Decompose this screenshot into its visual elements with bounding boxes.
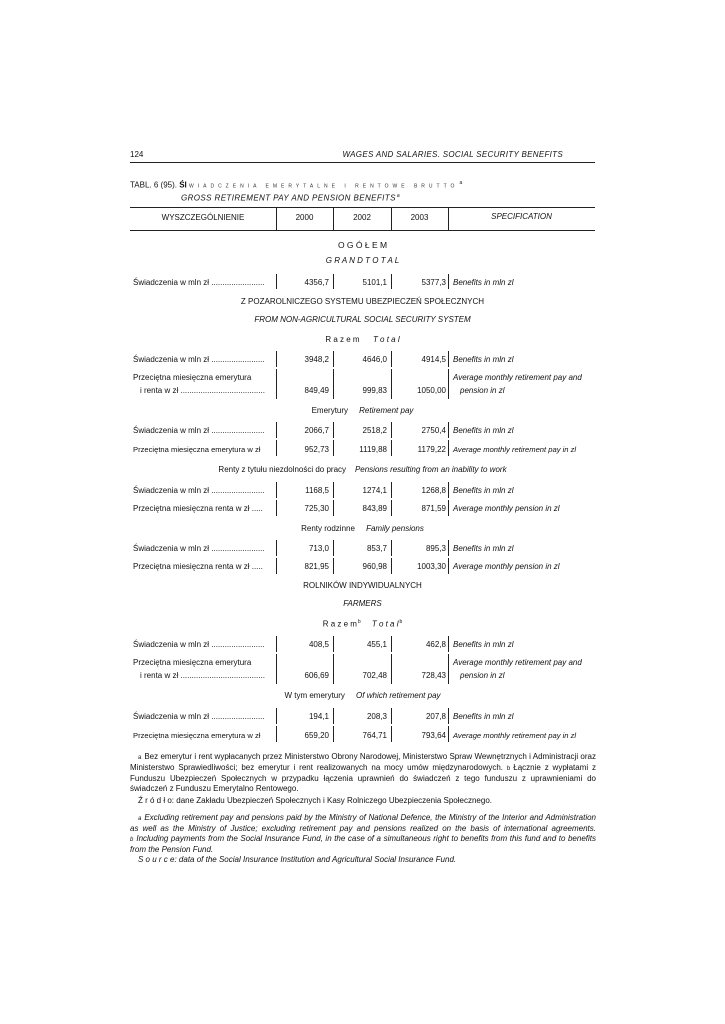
row-label (133, 562, 263, 571)
footnote-marker: b (357, 619, 361, 625)
cell-value: 4914,5 (421, 355, 446, 364)
cell-value: 5377,3 (421, 278, 446, 287)
column-rule (448, 440, 449, 456)
column-rule (448, 636, 449, 652)
subsection-en: Of which retirement pay (356, 691, 441, 700)
subsection-heading (130, 406, 595, 415)
cell-value: 960,98 (362, 562, 387, 571)
footnote-pl-text-b: Łącznie z wypłatami z Funduszu Ubezpieczeń Społecznych w przypadku łączenia uprawnień do świadczeń z tego funduszu z uprawnieniami do świadczeń z Funduszu Emerytalno Rentowego. (130, 763, 596, 793)
header-year: 2000 (295, 213, 314, 222)
column-rule (448, 500, 449, 516)
leader-dots: ...................................... (180, 671, 265, 680)
subsection-en: Family pensions (366, 524, 424, 533)
header-bottom-rule (130, 230, 595, 231)
row-label-en: Average monthly retirement pay in zl (453, 731, 577, 740)
cell-value: 853,7 (366, 544, 387, 553)
cell-value: 3948,2 (304, 355, 329, 364)
footnote-marker: a (138, 816, 142, 822)
running-title: WAGES AND SALARIES. SOCIAL SECURITY BENEFITS (342, 150, 563, 159)
row-label-en: Benefits in mln zl (453, 278, 514, 287)
cell-value: 2750,4 (421, 426, 446, 435)
column-rule (448, 274, 449, 289)
row-label (133, 486, 265, 495)
cell-value: 793,64 (421, 731, 446, 740)
row-label-text: i renta w zł (140, 671, 179, 680)
row-label-en: Average monthly pension in zl (453, 562, 560, 571)
row-label (133, 712, 265, 721)
cell-value: 4356,7 (304, 278, 329, 287)
header-top-rule (130, 207, 595, 208)
cell-value: 764,71 (362, 731, 387, 740)
row-label: Przeciętna miesięczna emerytura w zł (133, 445, 261, 454)
cell-value: 1268,8 (421, 486, 446, 495)
section-heading-pl: ROLNIKÓW INDYWIDUALNYCH (303, 581, 422, 590)
row-label-en: Benefits in mln zl (453, 640, 514, 649)
table-title-initial: ŚI (179, 180, 187, 190)
footnote-pl (130, 752, 596, 794)
row-label-text: Przeciętna miesięczna renta w zł (133, 504, 250, 513)
column-rule (448, 482, 449, 498)
row-label-text: Świadczenia w mln zł (133, 355, 210, 364)
cell-value: 606,69 (304, 671, 329, 680)
subsection-heading (130, 691, 595, 700)
cell-value: 849,49 (304, 386, 329, 395)
cell-value: 207,8 (425, 712, 446, 721)
leader-dots: ........................ (211, 544, 265, 553)
row-label-text: i renta w zł (140, 386, 179, 395)
cell-value: 821,95 (304, 562, 329, 571)
row-label-en: Average monthly pension in zl (453, 504, 560, 513)
leader-dots: ........................ (211, 486, 265, 495)
cell-value: 408,5 (308, 640, 329, 649)
source-pl (138, 796, 492, 805)
subsection-pl: R a z e m (322, 619, 357, 629)
row-label-en: Average monthly retirement pay in zl (453, 445, 577, 454)
row-label-en: Benefits in mln zl (453, 355, 514, 364)
leader-dots: ........................ (211, 712, 265, 721)
subsection-heading (130, 465, 595, 474)
row-label (133, 278, 265, 287)
source-en (138, 855, 456, 864)
table-title-en (181, 193, 400, 203)
footnote-marker: b (506, 766, 511, 772)
page-number: 124 (130, 150, 144, 159)
column-rule (448, 422, 449, 438)
section-heading-en: G R A N D T O T A L (325, 256, 400, 265)
subsection-en: Retirement pay (359, 406, 414, 415)
cell-value: 1168,5 (305, 486, 329, 495)
section-heading-en: FROM NON-AGRICULTURAL SOCIAL SECURITY SYSTEM (254, 315, 471, 324)
leader-dots: ..... (251, 504, 263, 513)
cell-value: 713,0 (308, 544, 329, 553)
section-heading-pl: Z POZAROLNICZEGO SYSTEMU UBEZPIECZEŃ SPOŁECZNYCH (240, 297, 485, 306)
subsection-en: Pensions resulting from an inability to work (354, 465, 507, 474)
leader-dots: ........................ (211, 640, 265, 649)
row-label-text: Świadczenia w mln zł (133, 640, 210, 649)
cell-value: 208,3 (366, 712, 387, 721)
source-pl-label: Ź r ó d ł o: (138, 796, 175, 805)
header-year: 2002 (353, 213, 371, 222)
cell-value: 4646,0 (362, 355, 387, 364)
title-footnote-marker: a (459, 180, 463, 186)
row-label-en: Benefits in mln zl (453, 426, 514, 435)
cell-value: 1119,88 (359, 445, 387, 454)
cell-value: 5101,1 (362, 278, 387, 287)
column-rule (448, 540, 449, 556)
row-label (133, 640, 265, 649)
footnote-en (130, 813, 596, 855)
subsection-pl: R a z e m (325, 335, 360, 344)
row-label-text: Świadczenia w mln zł (133, 712, 210, 721)
row-label (133, 504, 263, 513)
column-rule (448, 726, 449, 742)
subsection-heading (130, 524, 595, 533)
leader-dots: ...................................... (180, 386, 265, 395)
row-label (133, 355, 265, 364)
row-label-en: Benefits in mln zl (453, 544, 514, 553)
table-label: TABL. 6 (95). (130, 180, 177, 190)
table-title-pl (130, 180, 462, 190)
header-year: 2003 (410, 213, 429, 222)
row-label-text: Przeciętna miesięczna renta w zł (133, 562, 250, 571)
section-heading-en: FARMERS (343, 599, 382, 608)
cell-value: 728,43 (421, 671, 446, 680)
row-label-en-cont: pension in zl (460, 386, 505, 395)
leader-dots: ........................ (211, 278, 265, 287)
row-label (133, 544, 265, 553)
row-label-cont (140, 671, 265, 680)
row-label-text: Świadczenia w mln zł (133, 486, 210, 495)
header-stub-pl: WYSZCZEGÓLNIENIE (161, 213, 245, 222)
row-label: Przeciętna miesięczna emerytura w zł (133, 731, 261, 740)
column-rule (448, 558, 449, 574)
leader-dots: ........................ (211, 355, 265, 364)
footnote-marker: b (130, 837, 134, 843)
leader-dots: ..... (251, 562, 263, 571)
subsection-pl: Emerytury (311, 406, 349, 415)
footnote-en-text: Excluding retirement pay and pensions paid by the Ministry of National Defence, the Ministry of the Interior and Administration as well as the Ministry of Justice; excluding retirement pay and pensions realized on the basis of international agreements. (130, 813, 596, 833)
cell-value: 843,89 (362, 504, 387, 513)
cell-value: 462,8 (425, 640, 446, 649)
cell-value: 2066,7 (304, 426, 329, 435)
cell-value: 659,20 (304, 731, 329, 740)
cell-value: 194,1 (308, 712, 329, 721)
column-rule (448, 369, 449, 399)
header-stub-en: SPECIFICATION (491, 212, 552, 221)
row-label-text: Świadczenia w mln zł (133, 426, 210, 435)
title-en-footnote-marker: a (396, 193, 400, 199)
row-label-en: Benefits in mln zl (453, 486, 514, 495)
section-heading-pl: O G Ó Ł E M (337, 240, 388, 250)
leader-dots: ........................ (211, 426, 265, 435)
cell-value: 1050,00 (417, 386, 446, 395)
subsection-en: T o t a l (371, 619, 399, 629)
subsection-heading (130, 619, 595, 629)
source-en-text: data of the Social Insurance Institution and Agricultural Social Insurance Fund. (178, 855, 457, 864)
cell-value: 725,30 (304, 504, 329, 513)
cell-value: 455,1 (366, 640, 387, 649)
row-label-en: Benefits in mln zl (453, 712, 514, 721)
subsection-en: T o t a l (372, 335, 400, 344)
row-label: Przeciętna miesięczna emerytura (133, 373, 252, 382)
table-title-en-text: GROSS RETIREMENT PAY AND PENSION BENEFITS (181, 193, 396, 203)
cell-value: 871,59 (421, 504, 446, 513)
cell-value: 1274,1 (362, 486, 387, 495)
source-pl-text: dane Zakładu Ubezpieczeń Społecznych i Kasy Rolniczego Ubezpieczenia Społecznego. (176, 796, 492, 805)
row-label-text: Świadczenia w mln zł (133, 544, 210, 553)
row-label-cont (140, 386, 265, 395)
footnote-marker: b (399, 619, 403, 625)
subsection-pl: Renty rodzinne (301, 524, 355, 533)
row-label (133, 426, 265, 435)
cell-value: 1003,30 (417, 562, 446, 571)
cell-value: 895,3 (425, 544, 446, 553)
row-label-text: Świadczenia w mln zł (133, 278, 210, 287)
column-rule (448, 708, 449, 724)
source-en-label: S o u r c e: (138, 855, 177, 864)
subsection-pl: W tym emerytury (284, 691, 345, 700)
footnote-pl-text: Bez emerytur i rent wypłacanych przez Ministerstwo Obrony Narodowej, Ministerstwo Spraw Wewnętrznych i Administracji oraz Ministerstwo Sprawiedliwości; bez emerytur i rent realizowanych na mocy umów międzynarodowych. (130, 752, 596, 772)
footnote-marker: a (138, 755, 142, 761)
row-label-en-cont: pension in zl (460, 671, 505, 680)
table-title-pl-rest: WIADCZENIA EMERYTALNE I RENTOWE BRUTTO (189, 183, 459, 190)
header-rule (130, 162, 595, 163)
subsection-heading (130, 335, 595, 344)
row-label-en: Average monthly retirement pay and (453, 373, 582, 382)
column-rule (448, 654, 449, 684)
cell-value: 702,48 (362, 671, 387, 680)
cell-value: 2518,2 (362, 426, 387, 435)
cell-value: 1179,22 (417, 445, 446, 454)
column-rule (448, 351, 449, 367)
cell-value: 999,83 (362, 386, 387, 395)
cell-value: 952,73 (304, 445, 329, 454)
subsection-pl: Renty z tytułu niezdolności do pracy (218, 465, 347, 474)
footnote-en-text-b: Including payments from the Social Insurance Fund, in the case of a simultaneous right to benefits from this fund and to benefits from the Pension Fund. (130, 834, 596, 854)
row-label-en: Average monthly retirement pay and (453, 658, 582, 667)
row-label: Przeciętna miesięczna emerytura (133, 658, 252, 667)
